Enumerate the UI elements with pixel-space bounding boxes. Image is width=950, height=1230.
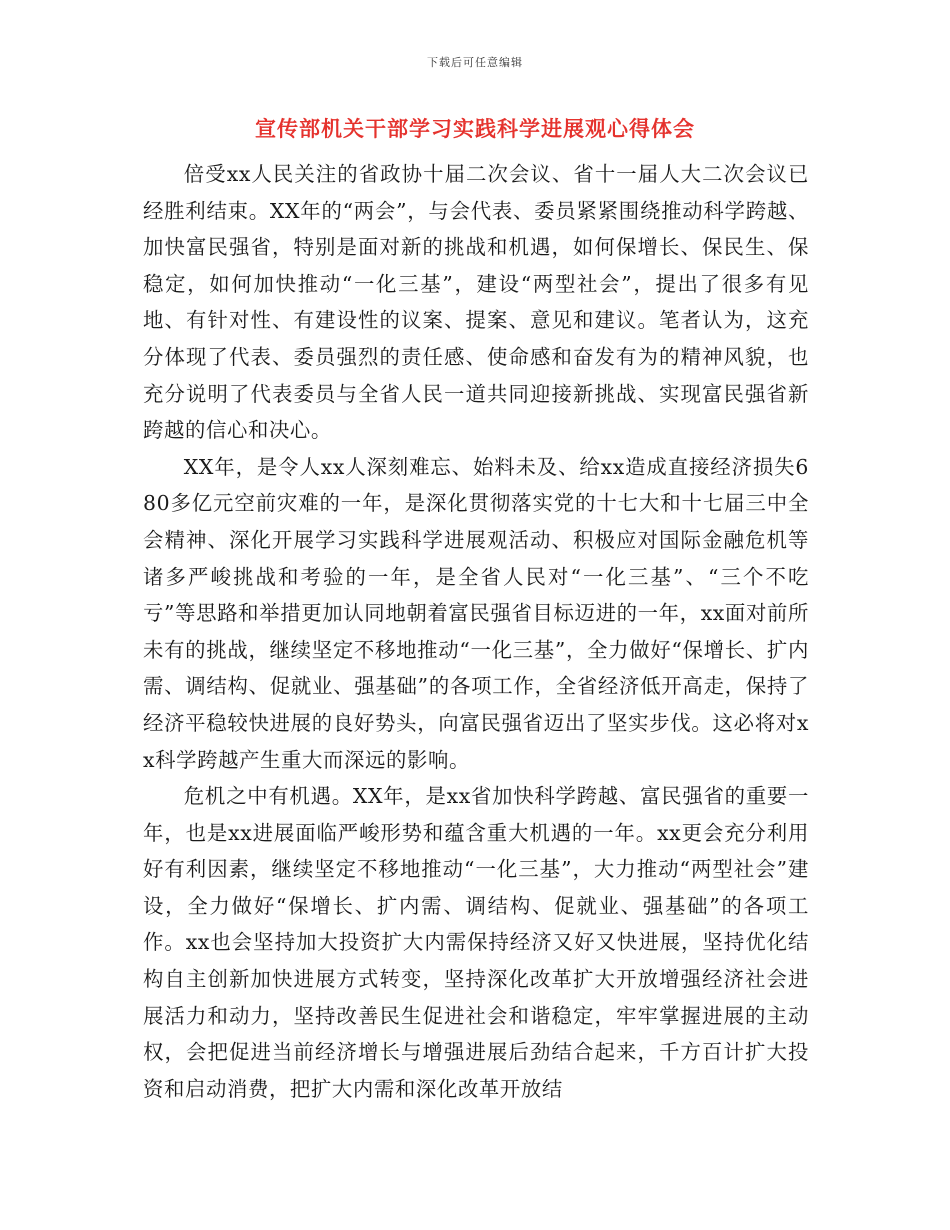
document-title: 宣传部机关干部学习实践科学进展观心得体会 bbox=[255, 116, 695, 141]
header-note: 下载后可任意编辑 bbox=[427, 56, 523, 69]
paragraph-3: 危机之中有机遇。XX年，是xx省加快科学跨越、富民强省的重要一年，也是xx进展面临严峻形势和蕴含重大机遇的一年。xx更会充分利用好有利因素，继续坚定不移地推动“一化三基”，大力推动“两型社会”建设，全力做好“保增长、扩内需、调结构、促就业、强基础”的各项工作。xx也会坚持加大投资扩大内需保持经济又好又快进展，坚持优化结构自主创新加快进展方式转变，坚持深化改革扩大开放增强经济社会进展活力和动力，坚持改善民生促进社会和谐稳定，牢牢掌握进展的主动权，会把促进当前经济增长与增强进展后劲结合起来，千方百计扩大投资和启动消费，把扩大内需和深化改革开放结 bbox=[143, 784, 809, 1101]
paragraph-1: 倍受xx人民关注的省政协十届二次会议、省十一届人大二次会议已经胜利结束。XX年的“两会”，与会代表、委员紧紧围绕推动科学跨越、加快富民强省，特别是面对新的挑战和机遇，如何保增长、保民生、保稳定，如何加快推动“一化三基”，建设“两型社会”，提出了很多有见地、有针对性、有建设性的议案、提案、意见和建议。笔者认为，这充分体现了代表、委员强烈的责任感、使命感和奋发有为的精神风貌，也充分说明了代表委员与全省人民一道共同迎接新挑战、实现富民强省新跨越的信心和决心。 bbox=[143, 162, 809, 443]
document-body bbox=[143, 156, 809, 1107]
paragraph-2: XX年，是令人xx人深刻难忘、始料未及、给xx造成直接经济损失680多亿元空前灾难的一年，是深化贯彻落实党的十七大和十七届三中全会精神、深化开展学习实践科学进展观活动、积极应对国际金融危机等诸多严峻挑战和考验的一年，是全省人民对“一化三基”、“三个不吃亏”等思路和举措更加认同地朝着富民强省目标迈进的一年，xx面对前所未有的挑战，继续坚定不移地推动“一化三基”，全力做好“保增长、扩内需、调结构、促就业、强基础”的各项工作，全省经济低开高走，保持了经济平稳较快进展的良好势头，向富民强省迈出了坚实步伐。这必将对xx科学跨越产生重大而深远的影响。 bbox=[143, 454, 809, 772]
